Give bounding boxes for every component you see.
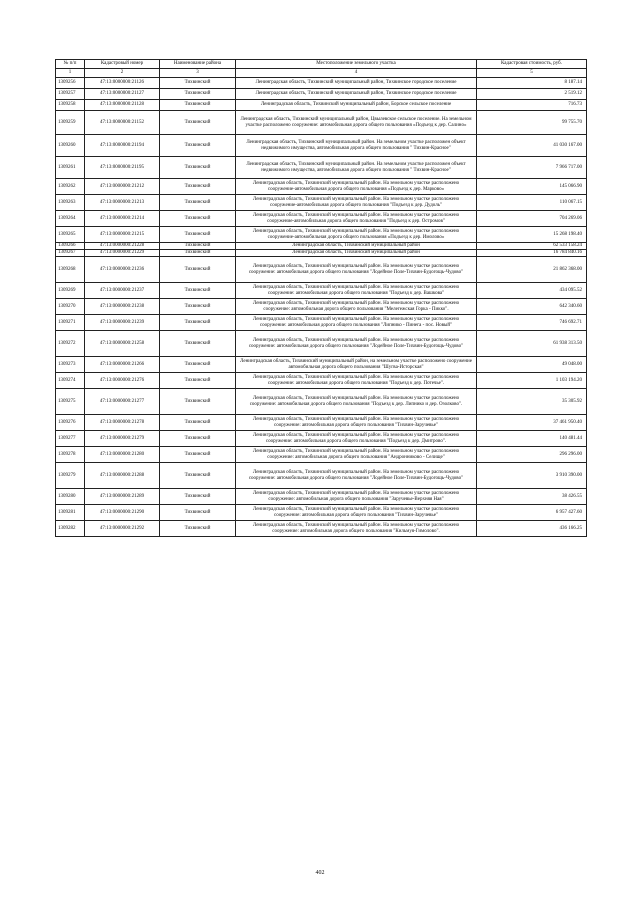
cadastral-number: 47:13:0000000:21126 xyxy=(85,78,160,89)
district-name: Тихвинский xyxy=(160,78,236,89)
row-number: 1309271 xyxy=(56,315,85,331)
district-name: Тихвинский xyxy=(160,315,236,331)
table-row xyxy=(56,179,587,195)
location: Ленинградская область, Тихвинский муниципальный район. На земельном участке расположено сооружение: автомобильная дорога общего пользования "Подъезд к дер. Вашкова" xyxy=(236,283,477,299)
cadastral-value: 642 340.60 xyxy=(477,299,587,315)
row-number: 1309269 xyxy=(56,283,85,299)
table-row xyxy=(56,227,587,243)
district-name: Тихвинский xyxy=(160,489,236,505)
location: Ленинградская область, Тихвинский муниципальный район. На земельном участке расположено сооружение-автомобильная дорога общего пользования «Подъезд к дер. Марково» xyxy=(236,179,477,195)
header-location: Местоположение земельного участка xyxy=(236,60,477,69)
cadastral-value: 49 048.00 xyxy=(477,357,587,373)
row-number: 1309282 xyxy=(56,521,85,537)
cadastral-number: 47:13:0000000:21266 xyxy=(85,357,160,373)
row-number: 1309268 xyxy=(56,257,85,283)
column-number-row xyxy=(56,69,587,78)
table-row xyxy=(56,195,587,211)
location: Ленинградская область, Тихвинский муниципальный район. На земельном участке расположено сооружение: автомобильная дорога общего пользования "Подъезд к дер. Липнико и дер. Озолково". xyxy=(236,389,477,415)
cadastral-value: 704 269.06 xyxy=(477,211,587,227)
district-name: Тихвинский xyxy=(160,111,236,135)
table-row xyxy=(56,135,587,157)
cadastral-number: 47:13:0000000:21290 xyxy=(85,505,160,521)
cadastral-number: 47:13:0000000:21258 xyxy=(85,331,160,357)
cadastral-value: 296 296.00 xyxy=(477,447,587,463)
row-number: 1309259 xyxy=(56,111,85,135)
location: Ленинградская область, Тихвинский муниципальный район. На земельном участке расположено сооружение: автомобильная дорога общего пользования "Андронниково - Селище" xyxy=(236,447,477,463)
location: Ленинградская область, Тихвинский муниципальный район. На земельном участке расположено сооружение: автомобильная дорога общего пользования "Заручевье-Верхняя Ная" xyxy=(236,489,477,505)
row-number: 1309279 xyxy=(56,463,85,489)
cadastral-number: 47:13:0000000:21212 xyxy=(85,179,160,195)
row-number: 1309266 xyxy=(56,243,85,250)
table-row xyxy=(56,521,587,537)
cadastral-value: 99 755.70 xyxy=(477,111,587,135)
column-number: 3 xyxy=(160,69,236,78)
table-row xyxy=(56,389,587,415)
table-row xyxy=(56,78,587,89)
table-row xyxy=(56,463,587,489)
cadastral-value: 38 426.55 xyxy=(477,489,587,505)
table-row xyxy=(56,100,587,111)
location: Ленинградская область, Тихвинский муниципальный район. На земельном участке расположено сооружение: автомобильная дорога общего пользования "Лодейное Поле-Тихвин-Будогощь-Чудово" xyxy=(236,257,477,283)
row-number: 1309276 xyxy=(56,415,85,431)
row-number: 1309277 xyxy=(56,431,85,447)
row-number: 1309262 xyxy=(56,179,85,195)
row-number: 1309261 xyxy=(56,157,85,179)
table-body xyxy=(56,78,587,537)
cadastral-number: 47:13:0000000:21214 xyxy=(85,211,160,227)
table-row xyxy=(56,373,587,389)
header-number: № п/п xyxy=(56,60,85,69)
cadastral-value: 8 187.14 xyxy=(477,78,587,89)
location: Ленинградская область, Тихвинский муниципальный район. На земельном участке расположено сооружение-автомобильная дорога общего пользования "Подъезд к дер. Дудоль" xyxy=(236,195,477,211)
cadastral-number: 47:13:0000000:21236 xyxy=(85,257,160,283)
row-number: 1309260 xyxy=(56,135,85,157)
column-number: 4 xyxy=(236,69,477,78)
location: Ленинградская область, Тихвинский муниципальный район. На земельном участке расположено сооружение-автомобильная дорога общего пользования «Подъезд к дер. Имолово» xyxy=(236,227,477,243)
page-number: 402 xyxy=(315,870,325,876)
row-number: 1309272 xyxy=(56,331,85,357)
cadastral-number: 47:13:0000000:21278 xyxy=(85,415,160,431)
cadastral-number: 47:13:0000000:21195 xyxy=(85,157,160,179)
cadastral-value: 62 533 158.24 xyxy=(477,243,587,250)
cadastral-number: 47:13:0000000:21280 xyxy=(85,447,160,463)
district-name: Тихвинский xyxy=(160,431,236,447)
cadastral-value: 6 957 427.60 xyxy=(477,505,587,521)
table-header xyxy=(56,60,587,78)
district-name: Тихвинский xyxy=(160,389,236,415)
location: Ленинградская область, Тихвинский муниципальный район. На земельном участке расположено сооружение: автомобильная дорога общего пользования "Подъезд к дер. Потечье". xyxy=(236,373,477,389)
cadastral-number: 47:13:0000000:21238 xyxy=(85,299,160,315)
column-number: 1 xyxy=(56,69,85,78)
location: Ленинградская область, Тихвинский муниципальный район. На земельном участке расположено сооружение: автомобильная дорога общего пользования "Тихвин-Заручевье" xyxy=(236,505,477,521)
table-row xyxy=(56,283,587,299)
cadastral-number: 47:13:0000000:21289 xyxy=(85,489,160,505)
cadastral-value: 21 862 368.00 xyxy=(477,257,587,283)
table-row xyxy=(56,111,587,135)
row-number: 1309274 xyxy=(56,373,85,389)
district-name: Тихвинский xyxy=(160,505,236,521)
table-row xyxy=(56,357,587,373)
cadastral-value: 41 030 167.00 xyxy=(477,135,587,157)
cadastral-value: 37 461 950.40 xyxy=(477,415,587,431)
location: Ленинградская область, Тихвинский муниципальный район, Тихвинское городское поселение xyxy=(236,89,477,100)
column-number: 2 xyxy=(85,69,160,78)
cadastral-number: 47:13:0000000:21277 xyxy=(85,389,160,415)
district-name: Тихвинский xyxy=(160,357,236,373)
district-name: Тихвинский xyxy=(160,243,236,250)
header-cadastral-number: Кадастровый номер xyxy=(85,60,160,69)
district-name: Тихвинский xyxy=(160,89,236,100)
cadastral-number: 47:13:0000000:21127 xyxy=(85,89,160,100)
location: Ленинградская область, Тихвинский муниципальный район. На земельном участке расположено сооружение: автомобильная дорога общего пользования "Лодейное Поле-Тихвин-Будогощь-Чудово" xyxy=(236,331,477,357)
row-number: 1309258 xyxy=(56,100,85,111)
cadastral-number: 47:13:0000000:21228 xyxy=(85,243,160,250)
cadastral-number: 47:13:0000000:21239 xyxy=(85,315,160,331)
location: Ленинградская область, Тихвинский муниципальный район. На земельном участке расположен объект недвижимого имущества, автомобильная дорога общего пользования " Тихвин-Красное" xyxy=(236,157,477,179)
table-row xyxy=(56,415,587,431)
location: Ленинградская область, Тихвинский муниципальный район. На земельном участке расположено сооружение: автомобильная дорога общего пользования "Мелегежская Горка - Пикко". xyxy=(236,299,477,315)
table-row xyxy=(56,250,587,257)
row-number: 1309263 xyxy=(56,195,85,211)
header-row xyxy=(56,60,587,69)
cadastral-value: 7 966 717.00 xyxy=(477,157,587,179)
district-name: Тихвинский xyxy=(160,373,236,389)
row-number: 1309256 xyxy=(56,78,85,89)
table-row xyxy=(56,505,587,521)
district-name: Тихвинский xyxy=(160,179,236,195)
cadastral-value-table xyxy=(55,59,587,537)
cadastral-number: 47:13:0000000:21237 xyxy=(85,283,160,299)
row-number: 1309265 xyxy=(56,227,85,243)
cadastral-value: 436 166.25 xyxy=(477,521,587,537)
table-row xyxy=(56,243,587,250)
district-name: Тихвинский xyxy=(160,415,236,431)
table-row xyxy=(56,315,587,331)
cadastral-number: 47:13:0000000:21215 xyxy=(85,227,160,243)
cadastral-value: 35 305.92 xyxy=(477,389,587,415)
location: Ленинградская область, Тихвинский муниципальный район, Цвылевское сельское поселение. На земельном участке расположено сооружение: автомобильная дорога общего пользования «Подъезд к дер. Салино» xyxy=(236,111,477,135)
district-name: Тихвинский xyxy=(160,257,236,283)
cadastral-number: 47:13:0000000:21128 xyxy=(85,100,160,111)
cadastral-number: 47:13:0000000:21229 xyxy=(85,250,160,257)
row-number: 1309267 xyxy=(56,250,85,257)
column-number: 5 xyxy=(477,69,587,78)
cadastral-value: 61 938 313.50 xyxy=(477,331,587,357)
location: Ленинградская область, Тихвинский муниципальный район. На земельном участке расположено сооружение: автомобильная дорога общего пользования "Липнико - Пинега - пос. Новый" xyxy=(236,315,477,331)
location: Ленинградская область, Тихвинский муниципальный район. На земельном участке расположено сооружение-автомобильная дорога общего пользования "Подъезд к дер. Остромов" xyxy=(236,211,477,227)
location: Ленинградская область, Тихвинский муниципальный район. На земельном участке расположено сооружение: автомобильная дорога общего пользования "Лодейное Поле-Тихвин-Будогощь-Чудово" xyxy=(236,463,477,489)
location: Ленинградская область, Тихвинский муниципальный район. На земельном участке расположено сооружение: автомобильная дорога общего пользования "Подъезд к дер. Дмитрово". xyxy=(236,431,477,447)
cadastral-value: 2 519.12 xyxy=(477,89,587,100)
cadastral-number: 47:13:0000000:21279 xyxy=(85,431,160,447)
location: Ленинградская область, Тихвинский муниципальный район, Тихвинское городское поселение xyxy=(236,78,477,89)
cadastral-number: 47:13:0000000:21288 xyxy=(85,463,160,489)
cadastral-value: 110 067.15 xyxy=(477,195,587,211)
district-name: Тихвинский xyxy=(160,195,236,211)
district-name: Тихвинский xyxy=(160,211,236,227)
row-number: 1309273 xyxy=(56,357,85,373)
table-row xyxy=(56,211,587,227)
cadastral-value: 716.73 xyxy=(477,100,587,111)
row-number: 1309257 xyxy=(56,89,85,100)
location: Ленинградская область, Тихвинский муниципальный район, Борское сельское поселение xyxy=(236,100,477,111)
table-row xyxy=(56,257,587,283)
cadastral-number: 47:13:0000000:21194 xyxy=(85,135,160,157)
cadastral-number: 47:13:0000000:21276 xyxy=(85,373,160,389)
row-number: 1309278 xyxy=(56,447,85,463)
cadastral-number: 47:13:0000000:21152 xyxy=(85,111,160,135)
row-number: 1309270 xyxy=(56,299,85,315)
district-name: Тихвинский xyxy=(160,100,236,111)
location: Ленинградская область, Тихвинский муниципальный район. На земельном участке расположено сооружение: автомобильная дорога общего пользования "Тихвин-Заручевье" xyxy=(236,415,477,431)
location: Ленинградская область, Тихвинский муниципальный район xyxy=(236,243,477,250)
table-row xyxy=(56,331,587,357)
district-name: Тихвинский xyxy=(160,157,236,179)
cadastral-value: 746 692.71 xyxy=(477,315,587,331)
district-name: Тихвинский xyxy=(160,331,236,357)
table-row xyxy=(56,431,587,447)
cadastral-value: 145 066.90 xyxy=(477,179,587,195)
cadastral-value: 434 095.52 xyxy=(477,283,587,299)
row-number: 1309280 xyxy=(56,489,85,505)
district-name: Тихвинский xyxy=(160,521,236,537)
cadastral-number: 47:13:0000000:21213 xyxy=(85,195,160,211)
cadastral-value: 16 784 840.16 xyxy=(477,250,587,257)
header-cadastral-value: Кадастровая стоимость, руб. xyxy=(477,60,587,69)
cadastral-value: 15 268 198.40 xyxy=(477,227,587,243)
row-number: 1309275 xyxy=(56,389,85,415)
district-name: Тихвинский xyxy=(160,447,236,463)
table-row xyxy=(56,157,587,179)
cadastral-value: 140 481.44 xyxy=(477,431,587,447)
location: Ленинградская область, Тихвинский муниципальный район. На земельном участке расположено сооружение: автомобильная дорога общего пользования "Кильмуя-Гимолово". xyxy=(236,521,477,537)
table-row xyxy=(56,299,587,315)
cadastral-value: 3 910 390.00 xyxy=(477,463,587,489)
district-name: Тихвинский xyxy=(160,283,236,299)
table-row xyxy=(56,447,587,463)
table-row xyxy=(56,89,587,100)
district-name: Тихвинский xyxy=(160,135,236,157)
row-number: 1309264 xyxy=(56,211,85,227)
location: Ленинградская область, Тихвинский муниципальный район xyxy=(236,250,477,257)
district-name: Тихвинский xyxy=(160,250,236,257)
cadastral-number: 47:13:0000000:21292 xyxy=(85,521,160,537)
header-district: Наименование района xyxy=(160,60,236,69)
district-name: Тихвинский xyxy=(160,227,236,243)
district-name: Тихвинский xyxy=(160,299,236,315)
location: Ленинградская область, Тихвинский муниципальный район. На земельном участке расположен объект недвижимого имущества, автомобильная дорога общего пользования " Тихвин-Красное" xyxy=(236,135,477,157)
location: Ленинградская область, Тихвинский муниципальный район, на земельном участке расположено сооружение автомобильная дорога общего пользования "Шугва-Исторская" xyxy=(236,357,477,373)
district-name: Тихвинский xyxy=(160,463,236,489)
table-row xyxy=(56,489,587,505)
row-number: 1309281 xyxy=(56,505,85,521)
cadastral-value: 1 103 194.20 xyxy=(477,373,587,389)
